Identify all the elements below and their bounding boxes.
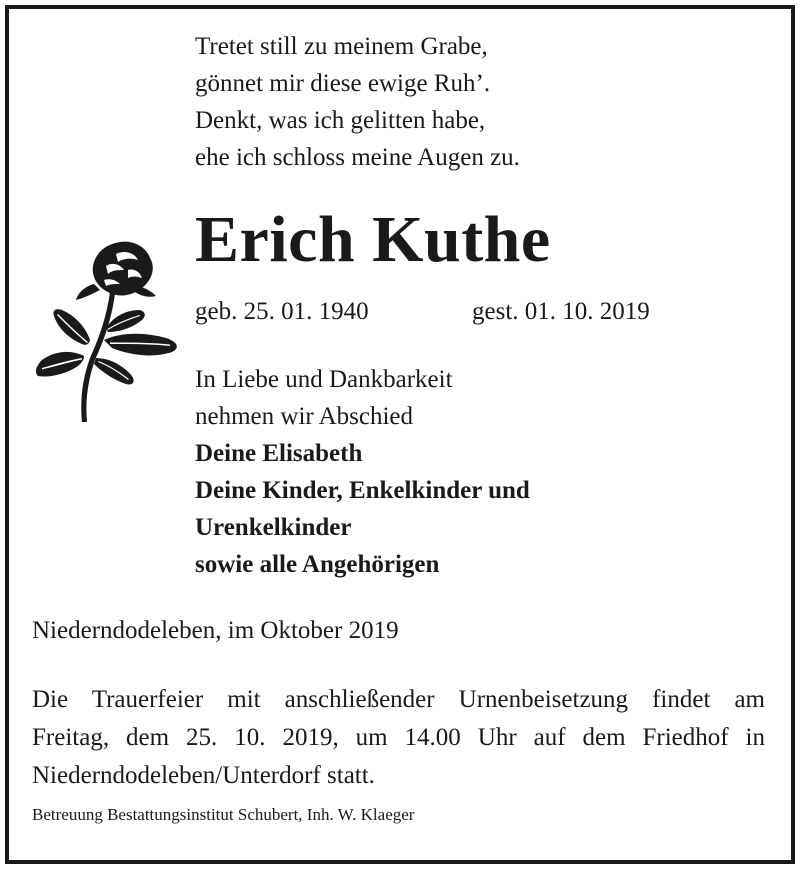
place-date: Niederndodeleben, im Oktober 2019: [32, 617, 399, 644]
death-date: gest. 01. 10. 2019: [472, 298, 650, 325]
ceremony-line-3: Niederndodeleben/Unterdorf statt.: [32, 762, 375, 789]
ceremony-line-2: Freitag, dem 25. 10. 2019, um 14.00 Uhr auf dem Friedhof in: [32, 724, 765, 751]
farewell-line-1: In Liebe und Dankbarkeit: [195, 366, 453, 393]
rose-icon: [32, 240, 184, 425]
funeral-home-credit: Betreuung Bestattungsinstitut Schubert, Inh. W. Klaeger: [32, 805, 415, 824]
farewell-line-2: nehmen wir Abschied: [195, 403, 414, 430]
mourner-line-1: Deine Elisabeth: [195, 440, 363, 467]
ceremony-line-1: Die Trauerfeier mit anschließender Urnenbeisetzung findet am: [32, 686, 765, 713]
mourner-line-4: sowie alle Angehörigen: [195, 551, 440, 578]
poem-line-3: Denkt, was ich gelitten habe,: [195, 107, 486, 134]
poem-line-2: gönnet mir diese ewige Ruh’.: [195, 70, 491, 97]
deceased-name: Erich Kuthe: [195, 203, 551, 276]
poem-line-1: Tretet still zu meinem Grabe,: [195, 33, 488, 60]
birth-date: geb. 25. 01. 1940: [195, 298, 369, 325]
mourner-line-2: Deine Kinder, Enkelkinder und: [195, 477, 530, 504]
mourner-line-3: Urenkelkinder: [195, 514, 352, 541]
poem-line-4: ehe ich schloss meine Augen zu.: [195, 144, 520, 171]
